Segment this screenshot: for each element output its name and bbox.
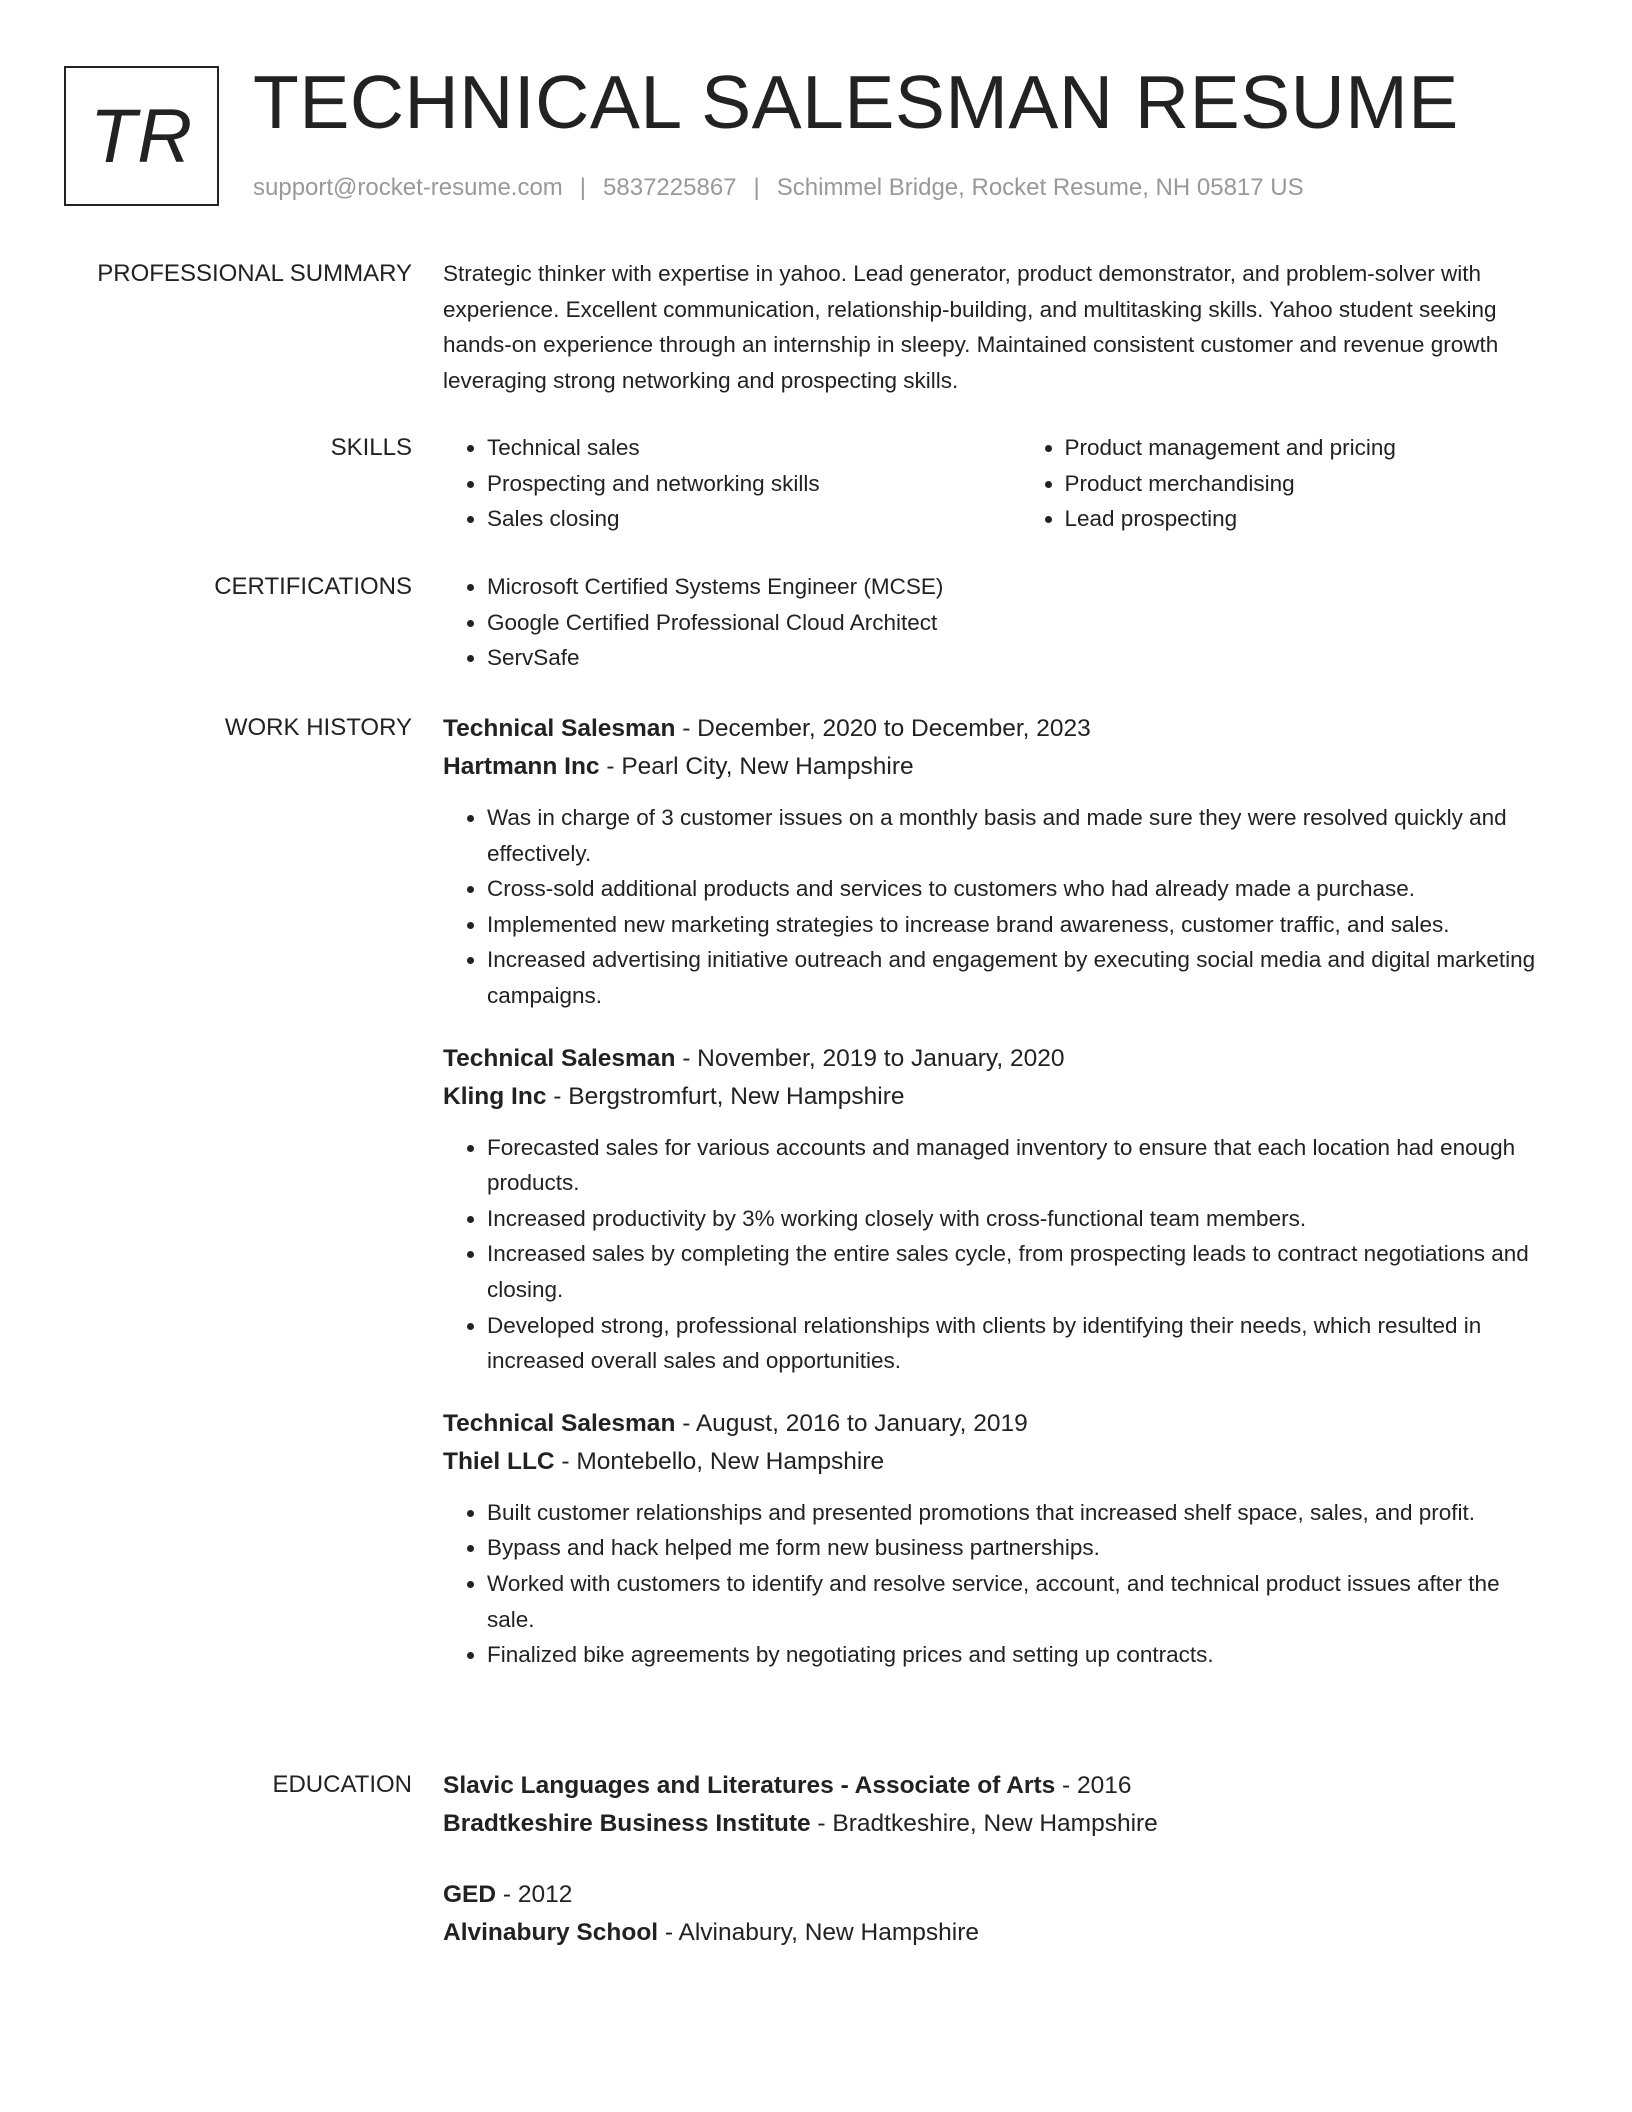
monogram-initials: TR bbox=[89, 93, 194, 179]
job-bullet: • Increased productivity by 3% working closely with cross-functional team members. bbox=[487, 1201, 1553, 1237]
skill-item: • Product merchandising bbox=[1065, 466, 1554, 502]
skill-item: • Prospecting and networking skills bbox=[487, 466, 976, 502]
certification-item: • Microsoft Certified Systems Engineer (MCSE) bbox=[487, 569, 1553, 605]
job-bullets bbox=[443, 800, 1553, 1014]
job-dates: - August, 2016 to January, 2019 bbox=[675, 1409, 1028, 1437]
education-entry bbox=[443, 1876, 1553, 1952]
job-company: Thiel LLC bbox=[443, 1447, 555, 1475]
education-degree-line bbox=[443, 1876, 1553, 1914]
skills-list-right bbox=[1021, 430, 1554, 537]
certification-item: • ServSafe bbox=[487, 640, 1553, 676]
education-location: - Alvinabury, New Hampshire bbox=[658, 1919, 979, 1946]
job-bullet: • Built customer relationships and presented promotions that increased shelf space, sales, and profit. bbox=[487, 1495, 1553, 1531]
job-title-line bbox=[443, 1040, 1553, 1078]
education-entry bbox=[443, 1767, 1553, 1843]
skill-item: • Technical sales bbox=[487, 430, 976, 466]
job-company-line bbox=[443, 1443, 1553, 1481]
job-company-line bbox=[443, 1078, 1553, 1116]
job-bullet: • Developed strong, professional relationships with clients by identifying their needs, which resulted in increased overall sales and opportunities. bbox=[487, 1308, 1553, 1379]
job-entry bbox=[443, 710, 1553, 1014]
job-bullet: • Bypass and hack helped me form new business partnerships. bbox=[487, 1530, 1553, 1566]
job-bullets bbox=[443, 1495, 1553, 1673]
education-year: - 2012 bbox=[496, 1881, 573, 1908]
job-entry bbox=[443, 1405, 1553, 1673]
job-bullet: • Was in charge of 3 customer issues on a monthly basis and made sure they were resolved quickly and effectively. bbox=[487, 800, 1553, 871]
contact-line bbox=[253, 172, 1304, 204]
resume-header bbox=[0, 0, 1632, 230]
contact-separator: | bbox=[579, 174, 587, 201]
job-entry bbox=[443, 1040, 1553, 1379]
education-school: Bradtkeshire Business Institute bbox=[443, 1810, 811, 1837]
job-bullet: • Increased advertising initiative outreach and engagement by executing social media and digital marketing campaigns. bbox=[487, 942, 1553, 1013]
job-title-line bbox=[443, 710, 1553, 748]
skill-item: • Sales closing bbox=[487, 501, 976, 537]
skills-body bbox=[443, 430, 1553, 537]
job-location: - Pearl City, New Hampshire bbox=[599, 753, 914, 780]
education-degree: Slavic Languages and Literatures - Associate of Arts bbox=[443, 1772, 1056, 1799]
job-title: Technical Salesman bbox=[443, 1409, 676, 1437]
job-company: Kling Inc bbox=[443, 1082, 547, 1110]
contact-phone[interactable]: 5837225867 bbox=[603, 174, 737, 201]
contact-separator: | bbox=[753, 174, 760, 201]
contact-email[interactable]: support@rocket-resume.com bbox=[253, 174, 563, 201]
job-company: Hartmann Inc bbox=[443, 753, 600, 780]
section-label-certifications: CERTIFICATIONS bbox=[214, 573, 412, 600]
job-location: - Bergstromfurt, New Hampshire bbox=[546, 1082, 905, 1110]
skill-item: • Lead prospecting bbox=[1065, 501, 1554, 537]
skill-item: • Product management and pricing bbox=[1065, 430, 1554, 466]
education-school-line bbox=[443, 1914, 1553, 1952]
job-title: Technical Salesman bbox=[443, 715, 676, 742]
resume-title: TECHNICAL SALESMAN RESUME bbox=[253, 60, 1459, 144]
section-label-skills: SKILLS bbox=[330, 434, 412, 461]
education-school: Alvinabury School bbox=[443, 1919, 659, 1946]
monogram-box bbox=[64, 66, 219, 206]
section-label-work-history: WORK HISTORY bbox=[224, 714, 412, 741]
section-label-summary: PROFESSIONAL SUMMARY bbox=[97, 260, 412, 287]
job-bullet: • Increased sales by completing the entire sales cycle, from prospecting leads to contract negotiations and closing. bbox=[487, 1236, 1553, 1307]
job-title: Technical Salesman bbox=[443, 1044, 676, 1072]
skills-list-left bbox=[443, 430, 976, 537]
job-company-line bbox=[443, 748, 1553, 786]
work-history-body bbox=[443, 710, 1553, 1673]
job-dates: - December, 2020 to December, 2023 bbox=[675, 715, 1091, 742]
job-dates: - November, 2019 to January, 2020 bbox=[675, 1044, 1065, 1072]
job-location: - Montebello, New Hampshire bbox=[554, 1447, 885, 1475]
education-degree-line bbox=[443, 1767, 1553, 1805]
job-bullet: • Worked with customers to identify and resolve service, account, and technical product issues after the sale. bbox=[487, 1566, 1553, 1637]
education-degree: GED bbox=[443, 1881, 497, 1908]
summary-body bbox=[443, 256, 1553, 398]
job-bullet: • Finalized bike agreements by negotiating prices and setting up contracts. bbox=[487, 1637, 1553, 1673]
job-bullet: • Forecasted sales for various accounts and managed inventory to ensure that each location had enough products. bbox=[487, 1130, 1553, 1201]
job-title-line bbox=[443, 1405, 1553, 1443]
job-bullet: • Cross-sold additional products and services to customers who had already made a purchase. bbox=[487, 871, 1553, 907]
summary-text: Strategic thinker with expertise in yahoo. Lead generator, product demonstrator, and problem-solver with experience. Excellent communication, relationship-building, and multitasking skills. Yahoo student seeking hands-on experience through an internship in sleepy. Maintained consistent customer and revenue growth leveraging strong networking and prospecting skills. bbox=[443, 261, 1499, 393]
job-bullets bbox=[443, 1130, 1553, 1379]
certification-item: • Google Certified Professional Cloud Architect bbox=[487, 605, 1553, 641]
education-year: - 2016 bbox=[1055, 1772, 1132, 1799]
certifications-body bbox=[443, 569, 1553, 676]
education-location: - Bradtkeshire, New Hampshire bbox=[810, 1810, 1158, 1837]
education-school-line bbox=[443, 1805, 1553, 1843]
education-body bbox=[443, 1767, 1553, 1952]
contact-address: Schimmel Bridge, Rocket Resume, NH 05817 US bbox=[776, 174, 1304, 201]
job-bullet: • Implemented new marketing strategies to increase brand awareness, customer traffic, and sales. bbox=[487, 907, 1553, 943]
section-label-education: EDUCATION bbox=[272, 1771, 412, 1798]
certifications-list bbox=[443, 569, 1553, 676]
